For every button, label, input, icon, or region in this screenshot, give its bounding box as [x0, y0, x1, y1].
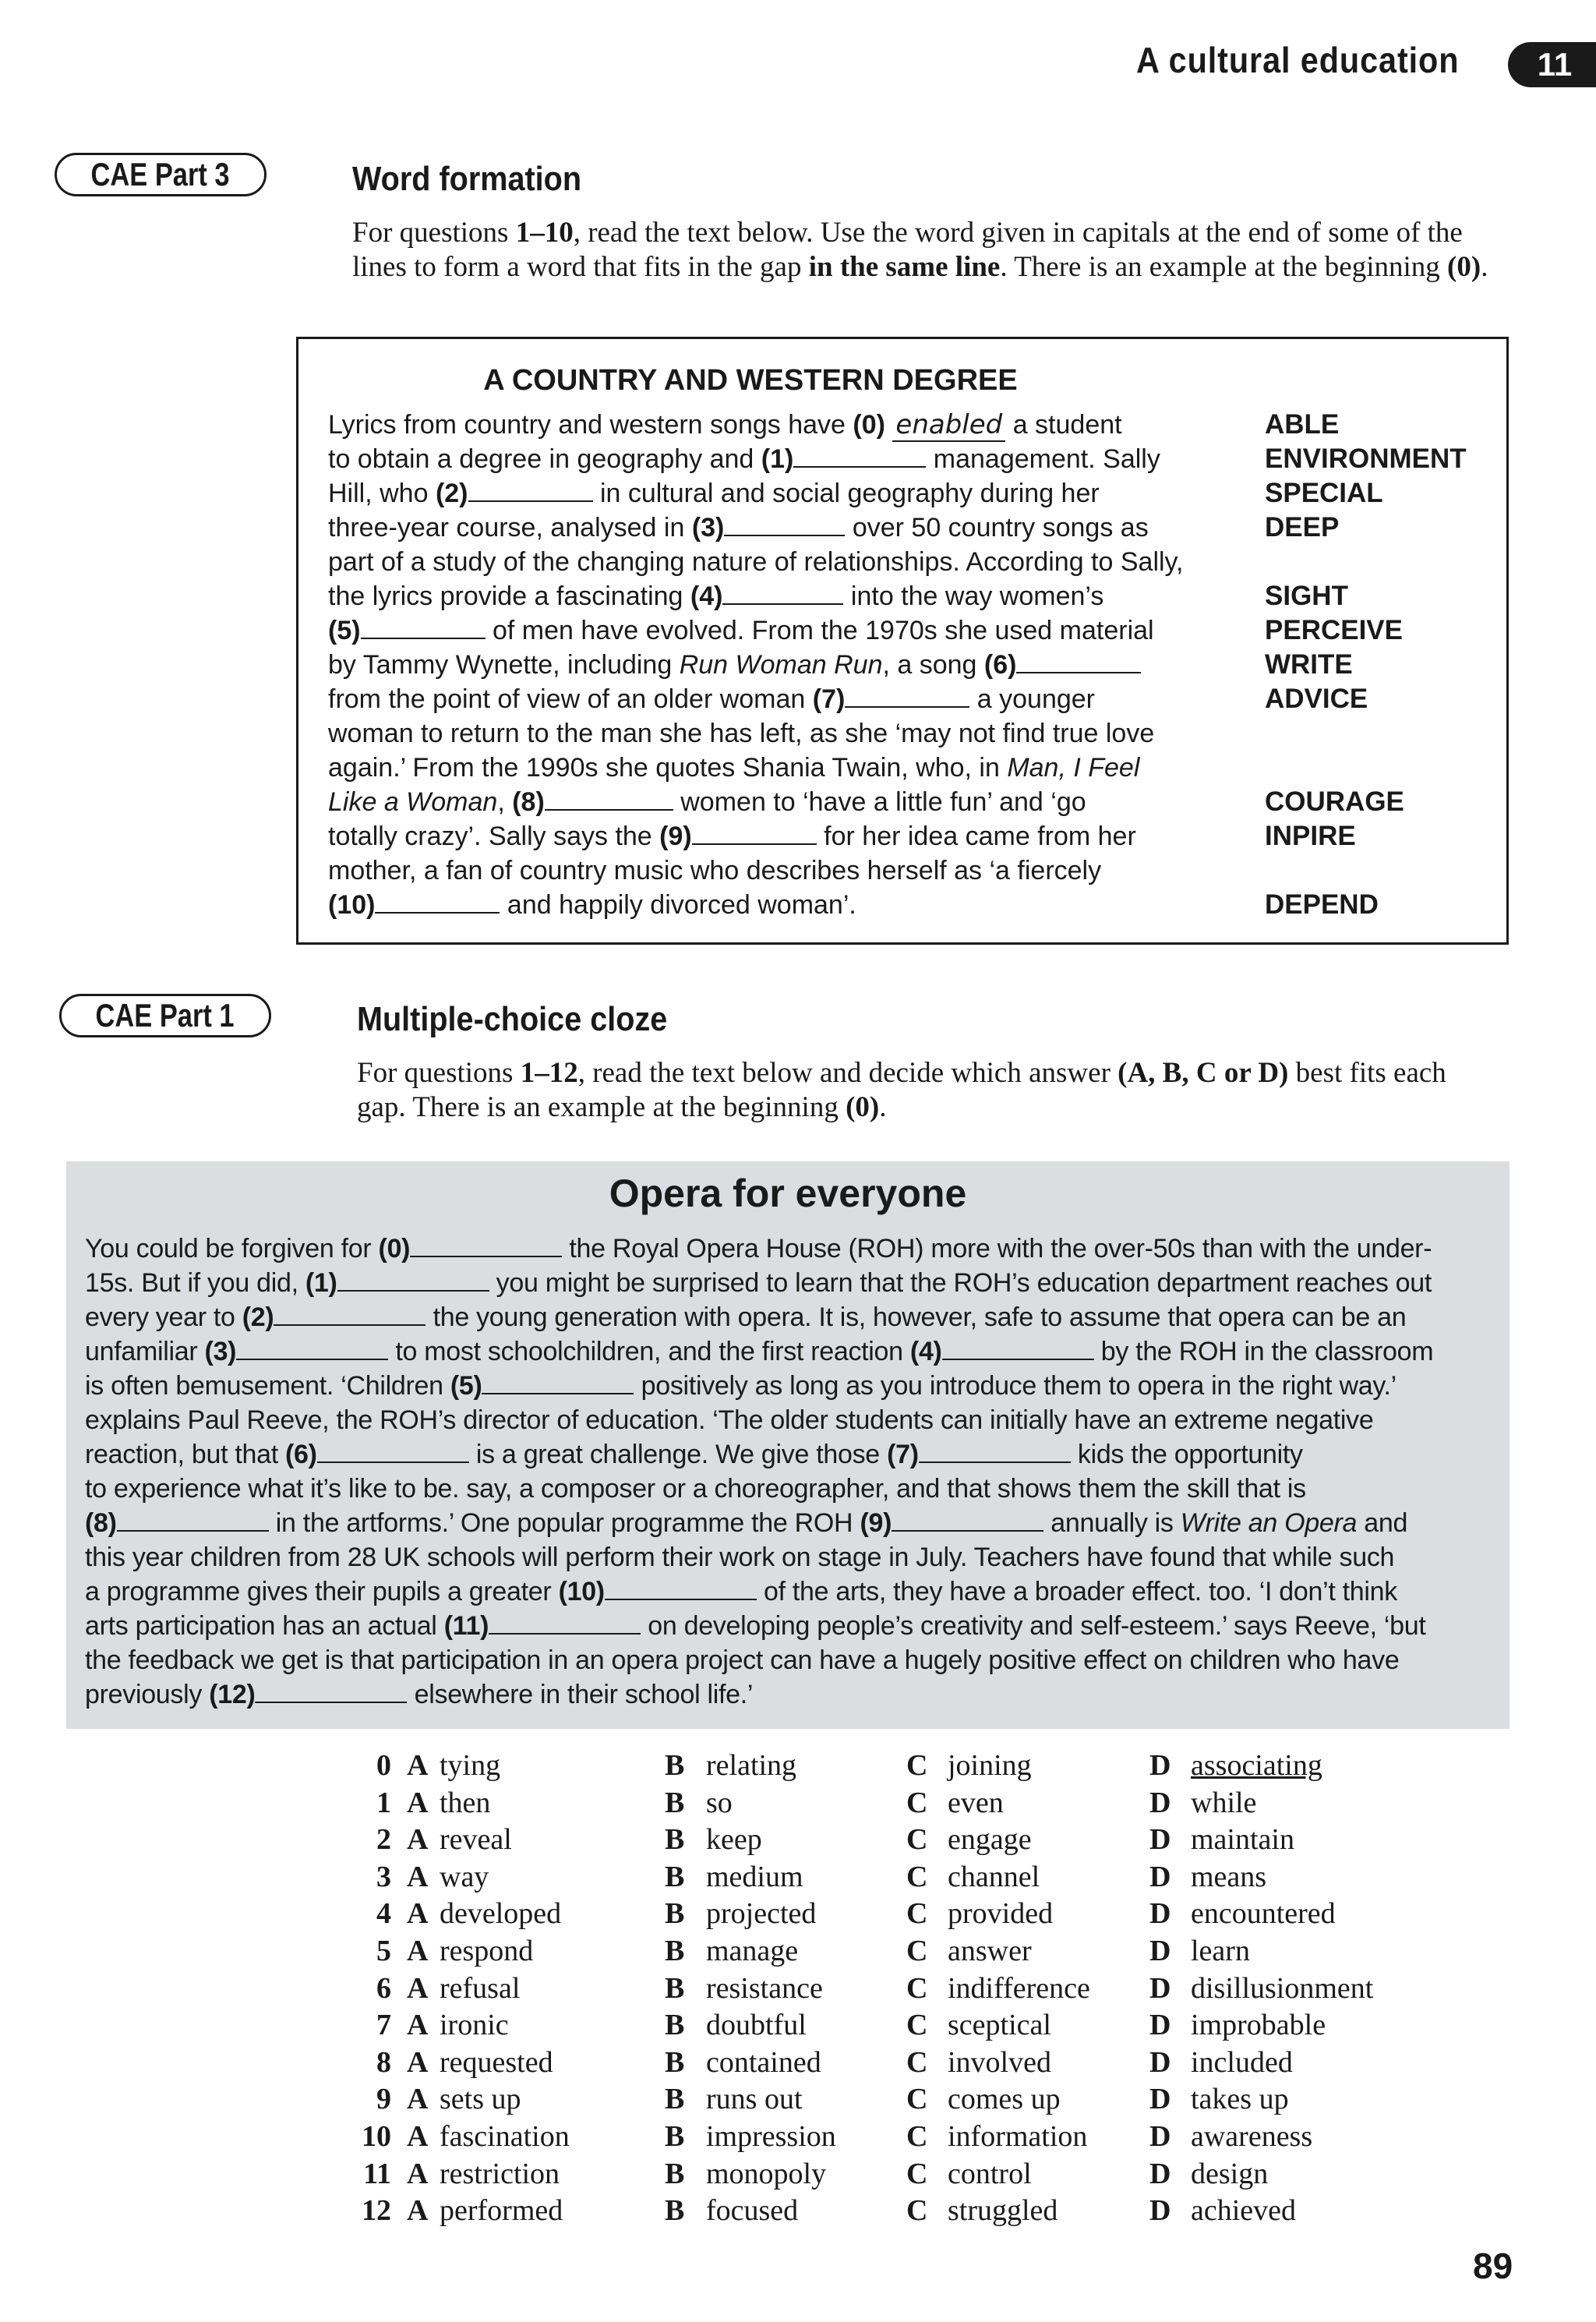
- text-line: the lyrics provide a fascinating (4) into the way women’s: [328, 581, 1104, 611]
- keyword: DEPEND: [1265, 889, 1379, 920]
- option-d[interactable]: achieved: [1191, 2194, 1297, 2228]
- option-c[interactable]: even: [948, 1786, 1004, 1819]
- word-formation-text: [328, 408, 1209, 922]
- keyword: SPECIAL: [1265, 478, 1383, 508]
- option-b[interactable]: focused: [706, 2194, 799, 2228]
- option-a[interactable]: sets up: [440, 2083, 521, 2116]
- option-c[interactable]: sceptical: [948, 2009, 1051, 2042]
- option-b[interactable]: projected: [706, 1897, 817, 1931]
- answer-gap-0[interactable]: [410, 1232, 562, 1257]
- text-line: (5) of men have evolved. From the 1970s she used material: [328, 616, 1154, 645]
- text-line: unfamiliar (3) to most schoolchildren, and the first reaction (4) by the ROH in the classroom: [85, 1337, 1434, 1366]
- text-line: part of a study of the changing nature of relationships. According to Sally,: [328, 547, 1184, 577]
- option-c[interactable]: indifference: [948, 1971, 1090, 2005]
- option-c[interactable]: channel: [948, 1860, 1040, 1893]
- option-row: 11 A restriction B monopoly C control D design: [358, 2156, 1449, 2193]
- text-line: by Tammy Wynette, including Run Woman Run, a song (6): [328, 648, 1209, 682]
- option-a[interactable]: respond: [440, 1934, 534, 1967]
- option-row: 4 A developed B projected C provided D encountered: [358, 1896, 1449, 1933]
- text-line: Hill, who (2) in cultural and social geography during her: [328, 479, 1100, 508]
- option-row: 1 A then B so C even D while: [358, 1785, 1449, 1822]
- option-d-selected[interactable]: associating: [1191, 1749, 1322, 1782]
- option-a[interactable]: ironic: [440, 2009, 509, 2042]
- option-a[interactable]: requested: [440, 2045, 553, 2079]
- text-line: every year to (2) the young generation with opera. It is, however, safe to assume that opera can be an: [85, 1302, 1407, 1332]
- part-label-cae-1: CAE Part 1: [59, 994, 271, 1037]
- option-d[interactable]: means: [1191, 1860, 1267, 1893]
- option-row: 3 A way B medium C channel D means: [358, 1859, 1449, 1896]
- page-number: 89: [1473, 2246, 1513, 2286]
- option-row: 12 A performed B focused C struggled D achieved: [358, 2193, 1449, 2230]
- option-row: 6 A refusal B resistance C indifference D disillusionment: [358, 1970, 1449, 2008]
- answer-gap-11[interactable]: [489, 1610, 641, 1635]
- option-b[interactable]: doubtful: [706, 2009, 807, 2042]
- section-title-word-formation: Word formation: [352, 160, 582, 198]
- answer-gap-9[interactable]: [692, 820, 817, 845]
- keyword: ADVICE: [1265, 684, 1368, 714]
- word-formation-text-box: [296, 337, 1509, 945]
- option-a[interactable]: then: [440, 1786, 491, 1819]
- text-line: from the point of view of an older woman (7) a younger: [328, 684, 1095, 714]
- option-b[interactable]: contained: [706, 2045, 821, 2079]
- answer-gap-2[interactable]: [468, 477, 593, 502]
- option-d[interactable]: disillusionment: [1191, 1971, 1374, 2005]
- answer-gap-3[interactable]: [236, 1335, 388, 1360]
- option-c[interactable]: answer: [948, 1934, 1032, 1967]
- option-d[interactable]: takes up: [1191, 2083, 1289, 2116]
- keyword: [1265, 545, 1467, 579]
- option-a[interactable]: way: [440, 1860, 489, 1893]
- answer-gap-6[interactable]: [317, 1438, 469, 1463]
- example-answer: enabled: [892, 409, 1005, 442]
- option-a[interactable]: developed: [440, 1897, 562, 1931]
- text-line: Like a Woman, (8) women to ‘have a little fun’ and ‘go: [328, 787, 1086, 817]
- option-a[interactable]: performed: [440, 2194, 563, 2228]
- option-d[interactable]: design: [1191, 2157, 1269, 2190]
- option-d[interactable]: learn: [1191, 1934, 1250, 1967]
- answer-gap-9[interactable]: [892, 1507, 1043, 1532]
- text-line: woman to return to the man she has left, as she ‘may not find true love: [328, 719, 1155, 748]
- option-b[interactable]: impression: [706, 2119, 836, 2153]
- option-row: 0 A tying B relating C joining D associating: [358, 1748, 1449, 1785]
- option-a[interactable]: restriction: [440, 2157, 560, 2190]
- option-d[interactable]: included: [1191, 2045, 1293, 2079]
- word-formation-keywords: [1265, 408, 1467, 922]
- option-b[interactable]: keep: [706, 1823, 762, 1857]
- answer-options-table: [358, 1748, 1449, 2230]
- option-c[interactable]: struggled: [948, 2194, 1058, 2228]
- text-line: (8) in the artforms.’ One popular programme the ROH (9) annually is Write an Opera and: [85, 1508, 1408, 1538]
- text-line: this year children from 28 UK schools will perform their work on stage in July. Teachers have found that while such: [85, 1543, 1395, 1572]
- keyword: PERCEIVE: [1265, 615, 1403, 645]
- word-formation-text-title: A COUNTRY AND WESTERN DEGREE: [483, 364, 1018, 397]
- text-line: three-year course, analysed in (3) over 50 country songs as: [328, 513, 1149, 543]
- answer-gap-5[interactable]: [482, 1370, 634, 1394]
- option-c[interactable]: comes up: [948, 2083, 1061, 2116]
- option-c[interactable]: engage: [948, 1823, 1032, 1857]
- opera-text-box: [66, 1161, 1509, 1729]
- keyword: DEEP: [1265, 512, 1340, 543]
- keyword: WRITE: [1265, 649, 1353, 680]
- text-line: again.’ From the 1990s she quotes Shania Twain, who, in Man, I Feel: [328, 753, 1140, 783]
- multiple-choice-instructions: For questions 1–12, read the text below and decide which answer (A, B, C or D) best fits each gap. There is an example at the beginning (0).: [357, 1057, 1446, 1123]
- text-line: totally crazy’. Sally says the (9) for her idea came from her: [328, 822, 1136, 851]
- answer-gap-2[interactable]: [274, 1301, 425, 1326]
- option-d[interactable]: awareness: [1191, 2119, 1313, 2153]
- option-d[interactable]: encountered: [1191, 1897, 1336, 1931]
- text-line: arts participation has an actual (11) on developing people’s creativity and self-esteem.’ says Reeve, ‘but: [85, 1611, 1426, 1641]
- text-line: is often bemusement. ‘Children (5) positively as long as you introduce them to opera in the right way.’: [85, 1371, 1396, 1401]
- keyword: COURAGE: [1265, 786, 1404, 817]
- option-row: 5 A respond B manage C answer D learn: [358, 1933, 1449, 1970]
- option-c[interactable]: information: [948, 2119, 1088, 2153]
- text-line: mother, a fan of country music who describes herself as ‘a fiercely: [328, 856, 1102, 885]
- part-label-cae-3: CAE Part 3: [55, 153, 267, 196]
- option-row: 7 A ironic B doubtful C sceptical D improbable: [358, 2007, 1449, 2045]
- option-c[interactable]: provided: [948, 1897, 1054, 1931]
- answer-gap-7[interactable]: [919, 1438, 1071, 1463]
- answer-gap-6[interactable]: [1016, 649, 1141, 673]
- option-a[interactable]: refusal: [440, 1971, 521, 2005]
- answer-gap-7[interactable]: [845, 683, 969, 708]
- option-b[interactable]: manage: [706, 1934, 799, 1967]
- chapter-number-badge: 11: [1508, 42, 1596, 87]
- keyword: [1265, 716, 1467, 751]
- keyword: INPIRE: [1265, 821, 1356, 851]
- text-line: to experience what it’s like to be. say, a composer or a choreographer, and that shows them the skill that is: [85, 1474, 1306, 1504]
- text-line: You could be forgiven for (0) the Royal Opera House (ROH) more with the over-50s than with the under-: [85, 1234, 1432, 1263]
- opera-text: [85, 1232, 1503, 1712]
- option-c[interactable]: control: [948, 2157, 1032, 2190]
- option-row: 9 A sets up B runs out C comes up D takes up: [358, 2081, 1449, 2119]
- answer-gap-1[interactable]: [793, 443, 926, 468]
- section-title-multiple-choice: Multiple-choice cloze: [357, 1000, 668, 1038]
- text-line: reaction, but that (6) is a great challenge. We give those (7) kids the opportunity: [85, 1440, 1303, 1469]
- text-line: (10) and happily divorced woman’.: [328, 890, 856, 920]
- option-b[interactable]: so: [706, 1786, 733, 1819]
- keyword: SIGHT: [1265, 581, 1348, 611]
- text-line: previously (12) elsewhere in their school life.’: [85, 1680, 754, 1709]
- answer-gap-1[interactable]: [337, 1267, 489, 1292]
- answer-gap-10[interactable]: [605, 1575, 757, 1600]
- answer-gap-12[interactable]: [255, 1678, 407, 1703]
- opera-text-title: Opera for everyone: [609, 1172, 967, 1215]
- option-a[interactable]: reveal: [440, 1823, 512, 1857]
- option-a[interactable]: tying: [440, 1749, 501, 1782]
- chapter-title: A cultural education: [1136, 40, 1460, 80]
- answer-gap-4[interactable]: [942, 1335, 1094, 1360]
- option-a[interactable]: fascination: [440, 2119, 570, 2153]
- text-line: Lyrics from country and western songs have (0) enabled a student: [328, 409, 1122, 440]
- answer-gap-3[interactable]: [724, 511, 845, 536]
- option-b[interactable]: monopoly: [706, 2157, 827, 2190]
- option-b[interactable]: resistance: [706, 1971, 823, 2005]
- option-row: 8 A requested B contained C involved D included: [358, 2045, 1449, 2082]
- option-c[interactable]: joining: [948, 1749, 1032, 1782]
- option-c[interactable]: involved: [948, 2045, 1051, 2079]
- option-b[interactable]: runs out: [706, 2083, 803, 2116]
- option-row: 2 A reveal B keep C engage D maintain: [358, 1822, 1449, 1859]
- text-line: to obtain a degree in geography and (1) management. Sally: [328, 444, 1160, 474]
- option-row: 10 A fascination B impression C information D awareness: [358, 2119, 1449, 2156]
- keyword: [1265, 751, 1467, 785]
- text-line: the feedback we get is that participation in an opera project can have a hugely positive effect on children who have: [85, 1645, 1400, 1675]
- answer-gap-4[interactable]: [722, 580, 843, 605]
- word-formation-instructions: For questions 1–10, read the text below. Use the word given in capitals at the end of some of the lines to form a word that fits in the gap in the same line. There is an example at the beginning (0).: [352, 217, 1488, 283]
- keyword: [1265, 854, 1467, 888]
- answer-gap-8[interactable]: [545, 786, 673, 811]
- answer-gap-8[interactable]: [117, 1507, 269, 1532]
- option-d[interactable]: maintain: [1191, 1823, 1294, 1857]
- option-b[interactable]: relating: [706, 1749, 797, 1782]
- answer-gap-10[interactable]: [375, 889, 500, 914]
- option-b[interactable]: medium: [706, 1860, 803, 1893]
- text-line: explains Paul Reeve, the ROH’s director of education. ‘The older students can initially have an extreme negative: [85, 1405, 1374, 1435]
- keyword: ENVIRONMENT: [1265, 444, 1467, 474]
- option-d[interactable]: while: [1191, 1786, 1257, 1819]
- text-line: a programme gives their pupils a greater (10) of the arts, they have a broader effect. too. ‘I don’t think: [85, 1577, 1397, 1606]
- text-line: 15s. But if you did, (1) you might be surprised to learn that the ROH’s education department reaches out: [85, 1268, 1432, 1298]
- keyword: ABLE: [1265, 409, 1340, 440]
- answer-gap-5[interactable]: [361, 614, 486, 639]
- option-d[interactable]: improbable: [1191, 2009, 1326, 2042]
